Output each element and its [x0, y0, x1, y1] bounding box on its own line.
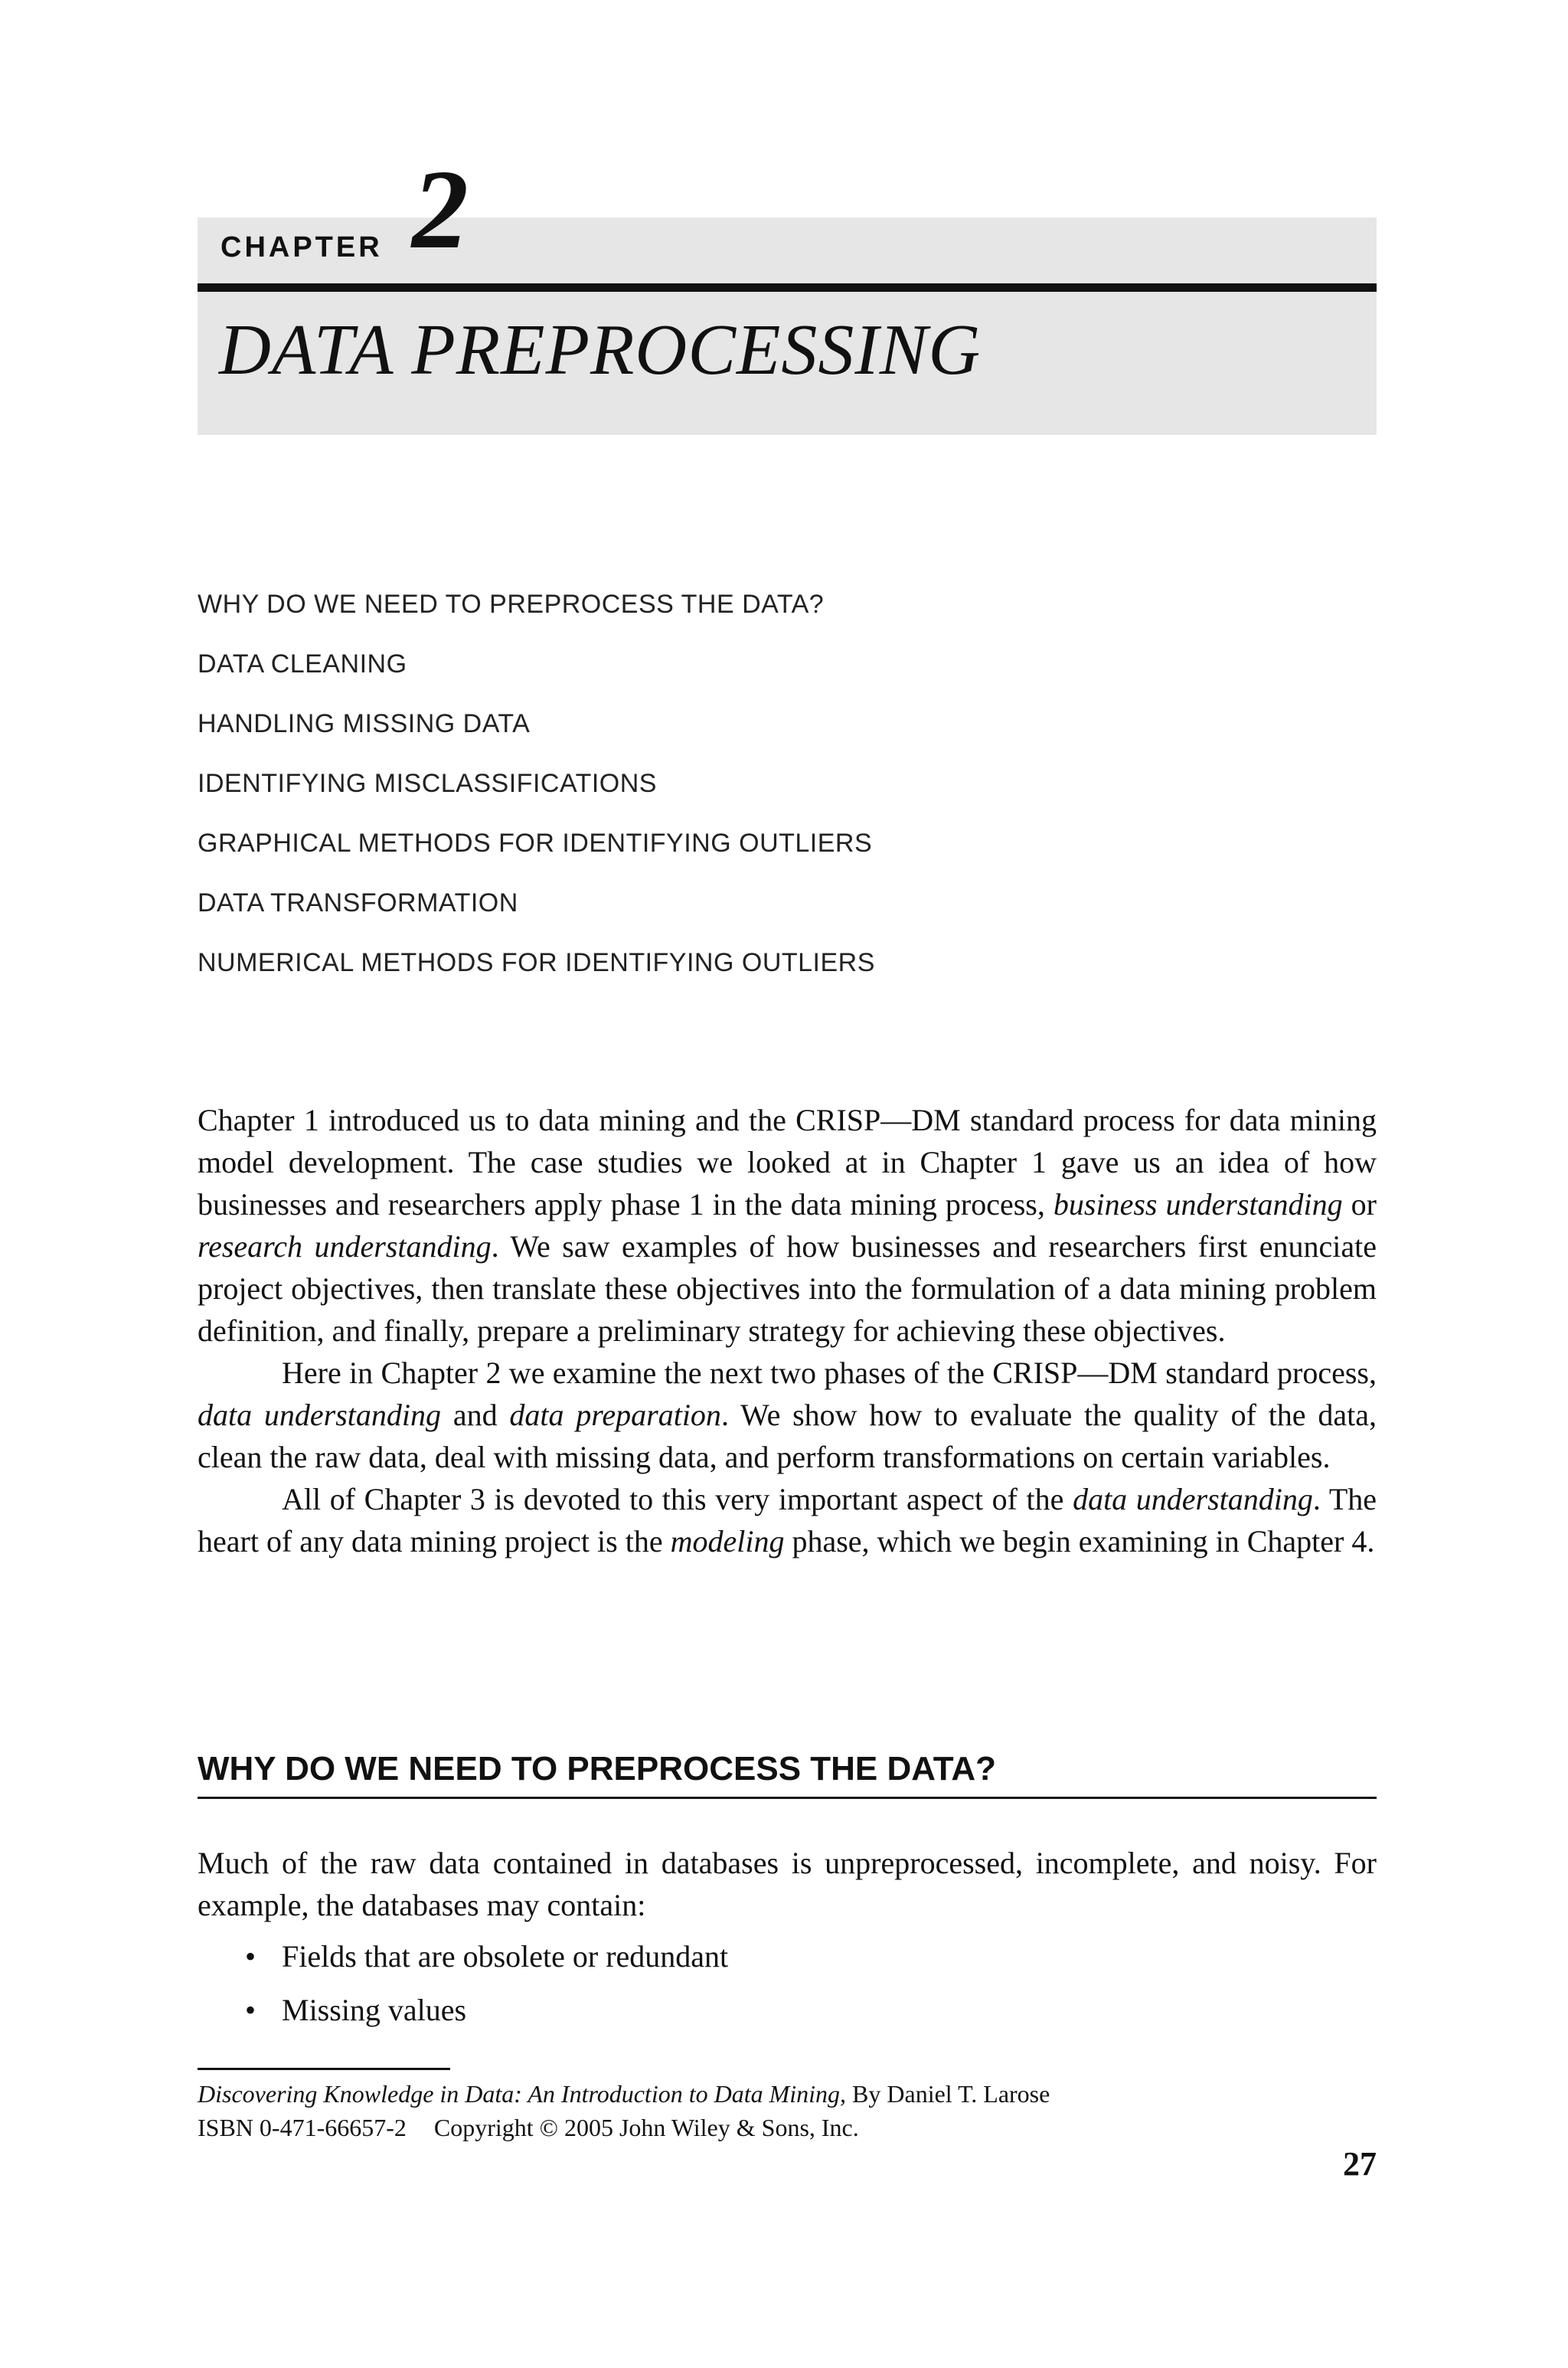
emphasis: data understanding — [1073, 1482, 1313, 1516]
bullet-item — [245, 1930, 728, 1984]
page-number: 27 — [1343, 2145, 1377, 2183]
text-run: Chapter 1 introduced us to data mining and the CRISP—DM standard process for data mining model development. The case studies we looked at in Chapter 1 gave us an idea of how businesses and researchers apply phase 1 in the data mining process, — [198, 1103, 1377, 1222]
contents-item: IDENTIFYING MISCLASSIFICATIONS — [198, 769, 657, 798]
emphasis: data understanding — [198, 1398, 442, 1432]
footnote — [198, 2077, 1377, 2144]
footnote-line-1 — [198, 2077, 1377, 2111]
chapter-number: 2 — [412, 147, 469, 273]
emphasis: research understanding — [198, 1229, 492, 1264]
isbn: ISBN 0-471-66657-2 — [198, 2114, 407, 2141]
intro-text — [198, 1099, 1377, 1562]
bullet-text: Fields that are obsolete or redundant — [282, 1939, 729, 1974]
emphasis: business understanding — [1053, 1187, 1343, 1222]
footnote-rule — [198, 2068, 450, 2070]
text-run: . We show how to evaluate the quality of the data, clean the raw data, deal with missing data, and perform transformations on certain variables. — [198, 1398, 1377, 1474]
bullet-dot: • — [245, 1993, 256, 2027]
contents-item: GRAPHICAL METHODS FOR IDENTIFYING OUTLIERS — [198, 829, 873, 858]
section-heading: WHY DO WE NEED TO PREPROCESS THE DATA? — [198, 1746, 1377, 1799]
bullet-text: Missing values — [282, 1993, 467, 2027]
bullet-item — [245, 1984, 728, 2037]
chapter-rule — [198, 283, 1377, 292]
bullet-dot: • — [245, 1939, 256, 1974]
copyright: Copyright © 2005 John Wiley & Sons, Inc. — [433, 2114, 859, 2141]
text-run: . We saw examples of how businesses and researchers first enunciate project objectives, then translate these objectives into the formulation of a data mining problem definition, and finally, prepare a preliminary strategy for achieving these objectives. — [198, 1229, 1377, 1348]
contents-item: DATA CLEANING — [198, 649, 407, 679]
book-title: Discovering Knowledge in Data: An Introduction to Data Mining, — [198, 2080, 847, 2108]
text-run: All of Chapter 3 is devoted to this very important aspect of the — [282, 1482, 1073, 1516]
intro-paragraph-2 — [198, 1352, 1377, 1478]
text-run: and — [441, 1398, 510, 1432]
emphasis: modeling — [670, 1524, 785, 1558]
contents-item: WHY DO WE NEED TO PREPROCESS THE DATA? — [198, 590, 825, 619]
emphasis: data preparation — [509, 1398, 721, 1432]
intro-paragraph-1 — [198, 1099, 1377, 1352]
intro-paragraph-3 — [198, 1478, 1377, 1562]
contents-item: NUMERICAL METHODS FOR IDENTIFYING OUTLIERS — [198, 948, 875, 977]
section-paragraph-text: Much of the raw data contained in databases is unpreprocessed, incomplete, and noisy. For example, the databases may contain: — [198, 1846, 1377, 1922]
text-run: or — [1342, 1187, 1377, 1222]
text-run: Here in Chapter 2 we examine the next two phases of the CRISP—DM standard process, — [282, 1356, 1377, 1390]
chapter-contents-list — [198, 574, 875, 993]
book-author: By Daniel T. Larose — [846, 2080, 1050, 2108]
chapter-label: CHAPTER — [220, 231, 383, 263]
bullet-list — [245, 1930, 728, 2037]
text-run: phase, which we begin examining in Chapter 4. — [784, 1524, 1375, 1558]
footnote-line-2 — [198, 2111, 1377, 2144]
contents-item: DATA TRANSFORMATION — [198, 888, 518, 917]
contents-item: HANDLING MISSING DATA — [198, 709, 531, 738]
text-run: . The heart of any data mining project is the — [198, 1482, 1377, 1558]
chapter-title: DATA PREPROCESSING — [219, 310, 982, 390]
section-paragraph — [198, 1842, 1377, 1926]
